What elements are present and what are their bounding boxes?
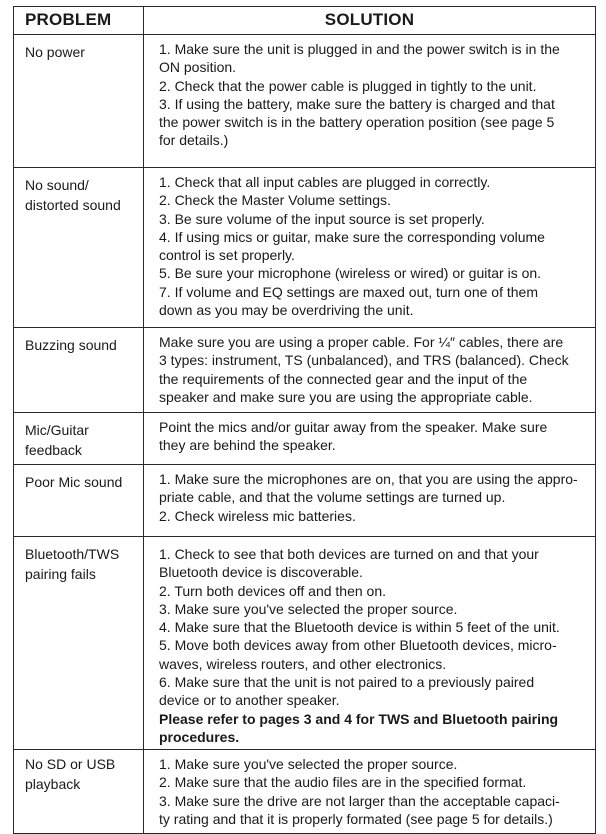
solution-cell <box>144 750 595 833</box>
solution-line: 5. Move both devices away from other Bluetooth devices, micro- <box>159 637 557 654</box>
solution-line: 2. Check the Master Volume settings. <box>159 192 391 209</box>
table-row-feedback <box>14 412 595 464</box>
solution-line: 1. Make sure the microphones are on, that you are using the appro- <box>159 471 578 487</box>
problem-cell <box>14 413 144 464</box>
table-header-row <box>14 7 595 34</box>
solution-line: device or to another speaker. <box>159 692 340 709</box>
solution-line: priate cable, and that the volume settings are turned up. <box>159 489 506 506</box>
table-row-no-power <box>14 34 595 167</box>
solution-cell <box>144 328 595 412</box>
problem-text: Mic/Guitar <box>25 422 89 438</box>
table-row-buzzing-sound <box>14 327 595 412</box>
problem-cell <box>14 465 144 536</box>
solution-line: Bluetooth device is discoverable. <box>159 564 363 581</box>
solution-line: 2. Check wireless mic batteries. <box>159 507 356 524</box>
table-row-bluetooth-pairing <box>14 536 595 749</box>
problem-cell <box>14 750 144 833</box>
solution-line: 3 types: instrument, TS (unbalanced), and TRS (balanced). Check <box>159 352 569 369</box>
solution-line: the requirements of the connected gear and the input of the <box>159 370 528 387</box>
solution-line: for details.) <box>159 132 229 149</box>
solution-note-bold: Please refer to pages 3 and 4 for TWS and Bluetooth pairing <box>159 710 559 727</box>
solution-line: 3. Be sure volume of the input source is set properly. <box>159 210 485 227</box>
solution-line: 2. Make sure that the audio files are in the specified format. <box>159 774 527 791</box>
solution-line: 4. If using mics or guitar, make sure the corresponding volume <box>159 228 545 245</box>
solution-line: 1. Check that all input cables are plugged in correctly. <box>159 174 491 190</box>
solution-line: 2. Check that the power cable is plugged in tightly to the unit. <box>159 77 537 94</box>
problem-cell <box>14 328 144 412</box>
solution-line: 7. If volume and EQ settings are maxed out, turn one of them <box>159 283 538 300</box>
solution-line: Point the mics and/or guitar away from the speaker. Make sure <box>159 419 548 435</box>
solution-line: they are behind the speaker. <box>159 437 336 454</box>
solution-line: speaker and make sure you are using the appropriate cable. <box>159 388 533 405</box>
solution-column-header: SOLUTION <box>324 10 415 29</box>
problem-text: distorted sound <box>25 196 121 213</box>
solution-note-bold: procedures. <box>159 728 240 745</box>
problem-text: Poor Mic sound <box>25 474 123 490</box>
solution-line: 3. Make sure you've selected the proper source. <box>159 600 458 617</box>
problem-text: pairing fails <box>25 565 96 582</box>
problem-text: No sound/ <box>25 177 89 193</box>
problem-text: No power <box>25 44 85 60</box>
problem-text: feedback <box>25 441 82 458</box>
solution-line: 6. Make sure that the unit is not paired to a previously paired <box>159 674 535 691</box>
solution-line: 4. Make sure that the Bluetooth device is within 5 feet of the unit. <box>159 619 560 636</box>
solution-line: 2. Turn both devices off and then on. <box>159 582 387 599</box>
solution-line: 1. Make sure the unit is plugged in and the power switch is in the <box>159 41 560 57</box>
solution-line: the power switch is in the battery operation position (see page 5 <box>159 114 555 131</box>
solution-cell <box>144 413 595 464</box>
table-row-no-sound <box>14 167 595 327</box>
problem-text: Buzzing sound <box>25 337 117 353</box>
problem-text: Bluetooth/TWS <box>25 546 120 562</box>
solution-cell <box>144 35 595 167</box>
solution-line: down as you may be overdriving the unit. <box>159 302 414 319</box>
problem-cell <box>14 168 144 327</box>
table-row-sd-usb-playback <box>14 749 595 833</box>
solution-line: control is set properly. <box>159 247 295 264</box>
table-row-poor-mic-sound <box>14 464 595 536</box>
solution-line: 1. Check to see that both devices are turned on and that your <box>159 546 539 562</box>
solution-line: 5. Be sure your microphone (wireless or wired) or guitar is on. <box>159 265 542 282</box>
troubleshooting-table <box>13 6 596 834</box>
problem-text: No SD or USB <box>25 756 116 772</box>
solution-line: 3. Make sure the drive are not larger than the acceptable capaci- <box>159 792 560 809</box>
problem-cell <box>14 35 144 167</box>
problem-column-header: PROBLEM <box>14 7 144 34</box>
solution-cell <box>144 537 595 749</box>
solution-line: Make sure you are using a proper cable. For ¼″ cables, there are <box>159 334 564 350</box>
solution-line: 1. Make sure you've selected the proper source. <box>159 756 458 772</box>
solution-line: ty rating and that it is properly formated (see page 5 for details.) <box>159 810 553 827</box>
solution-cell <box>144 168 595 327</box>
solution-line: 3. If using the battery, make sure the battery is charged and that <box>159 95 555 112</box>
solution-line: ON position. <box>159 59 237 76</box>
solution-cell <box>144 465 595 536</box>
problem-text: playback <box>25 775 81 792</box>
solution-line: waves, wireless routers, and other electronics. <box>159 655 447 672</box>
problem-cell <box>14 537 144 749</box>
